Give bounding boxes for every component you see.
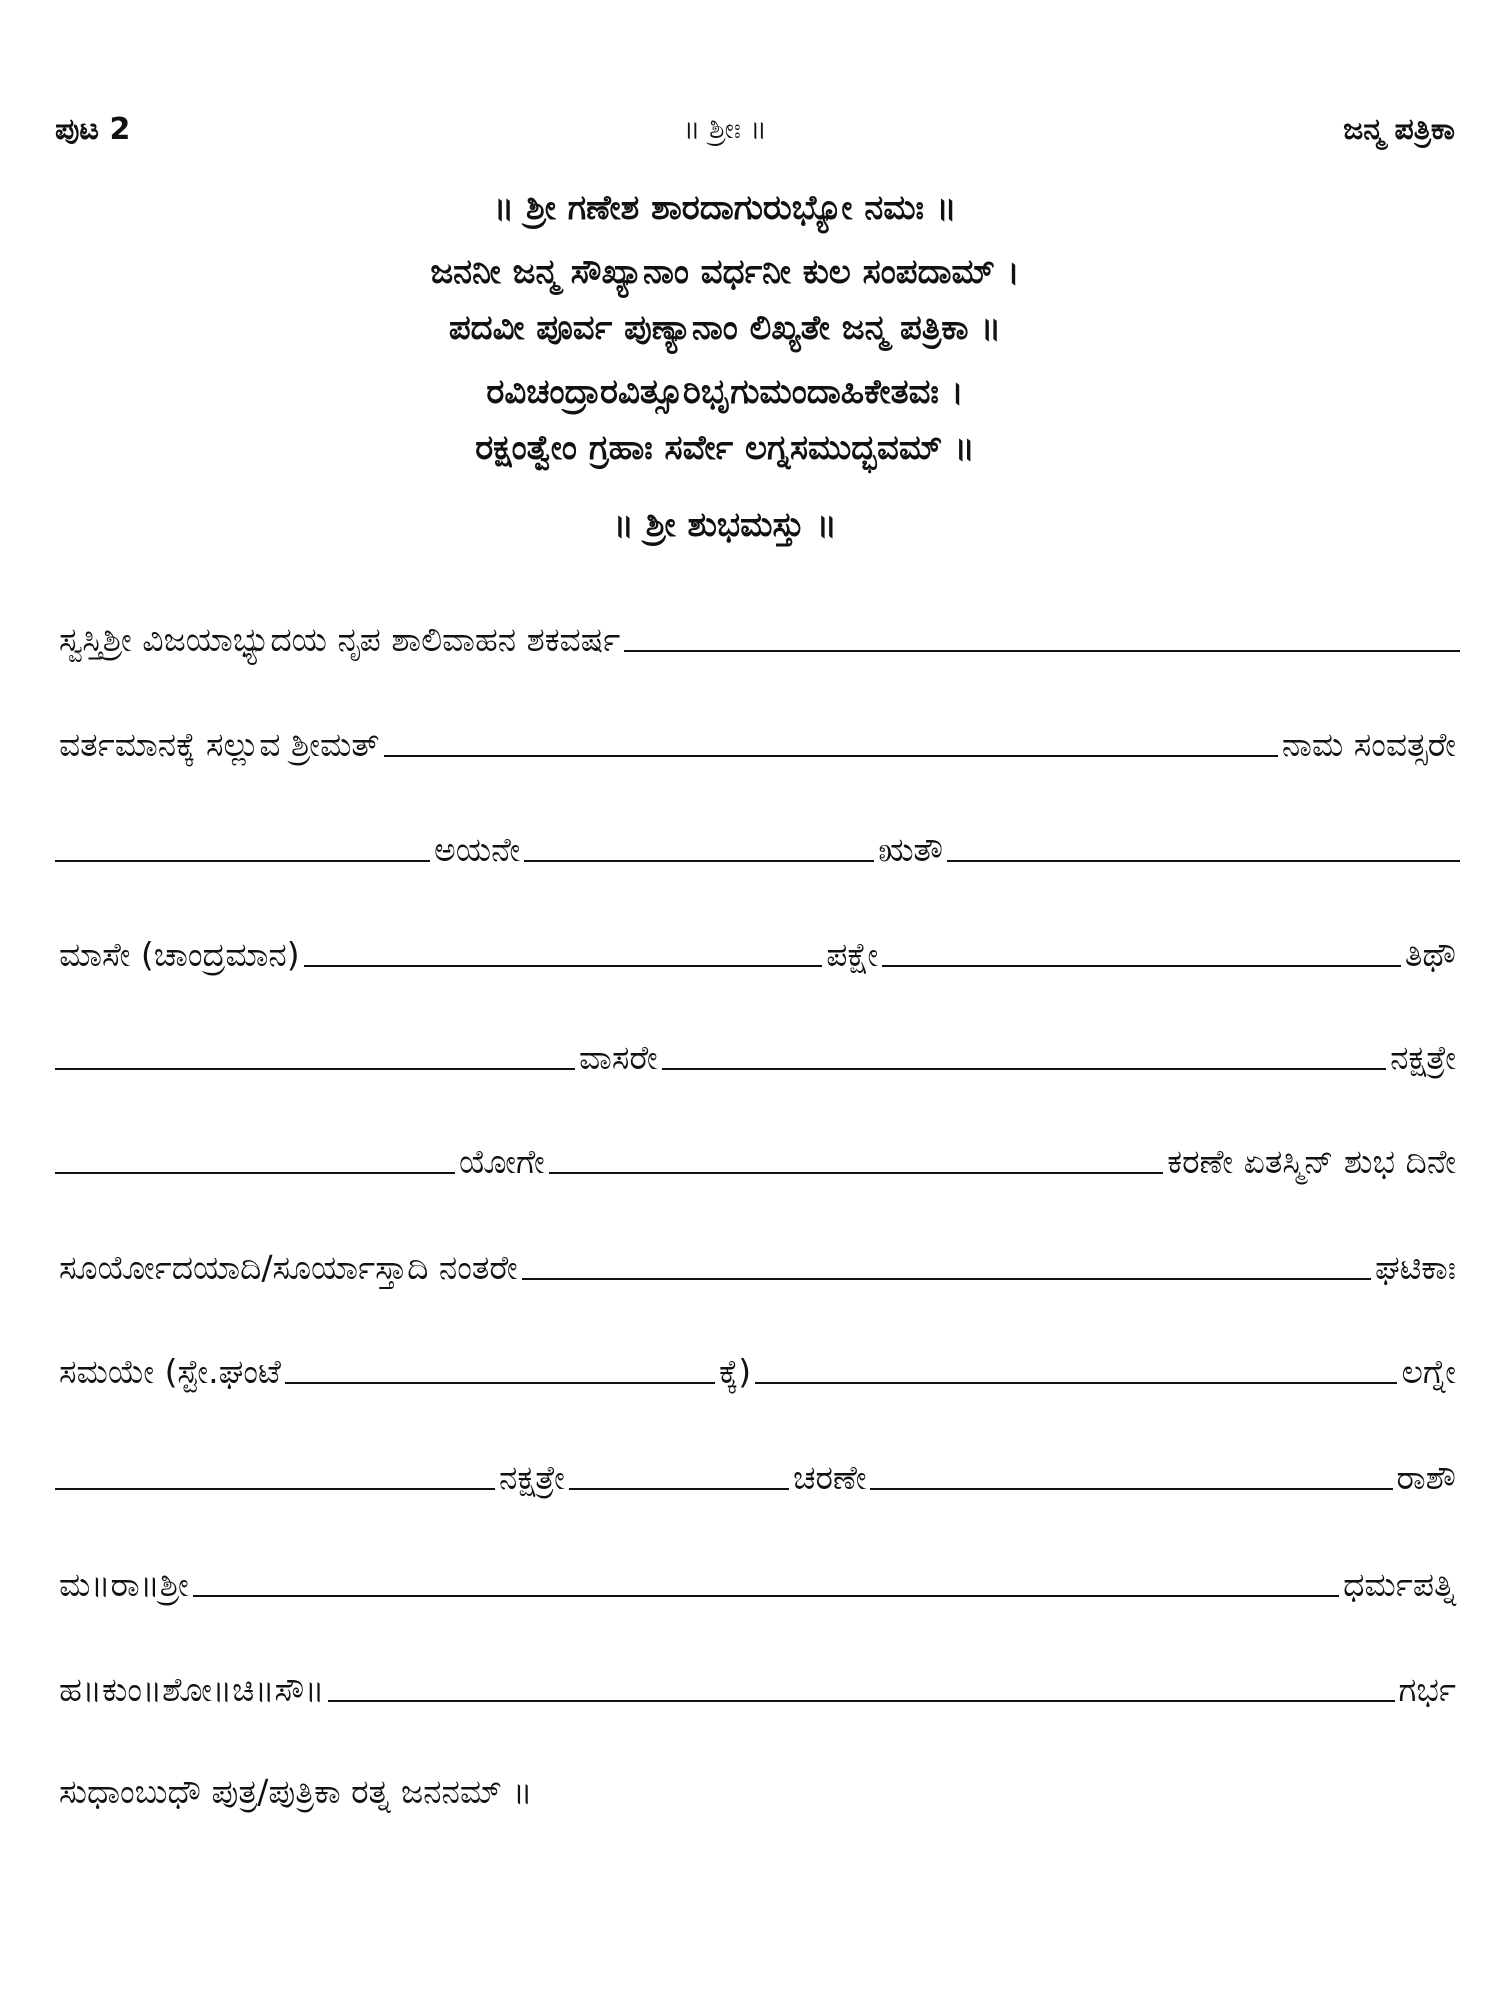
label-ritau: ಋತೌ xyxy=(878,830,944,869)
form-line-9 xyxy=(55,1438,1460,1498)
form-line-3 xyxy=(55,810,1460,870)
janma-nakshatra-blank[interactable] xyxy=(55,1450,495,1490)
form-line-6 xyxy=(55,1122,1460,1182)
ayana-blank[interactable] xyxy=(55,822,430,862)
document-title: ಜನ್ಮ ಪತ್ರಿಕಾ xyxy=(1343,112,1455,147)
invocation-shrih: ॥ ಶ್ರೀಃ ॥ xyxy=(683,112,767,145)
label-kke: ಕ್ಕೆ) xyxy=(719,1352,752,1391)
masa-blank[interactable] xyxy=(304,927,823,967)
label-samvatsare: ನಾಮ ಸಂವತ್ಸರೇ xyxy=(1281,725,1456,764)
shaka-varsha-blank[interactable] xyxy=(624,612,1460,652)
label-nakshatre: ನಕ್ಷತ್ರೇ xyxy=(1390,1038,1456,1077)
vasara-blank[interactable] xyxy=(662,1030,1386,1070)
page-number: ಪುಟ 2 xyxy=(55,112,131,147)
verse-line-3: ರವಿಚಂದ್ರಾರವಿತ್ಸೂರಿಭೃಗುಮಂದಾಹಿಕೇತವಃ । xyxy=(486,372,964,412)
father-name-blank[interactable] xyxy=(193,1557,1339,1597)
label-tithau: ತಿಥೌ xyxy=(1404,935,1456,974)
label-nantare: ಸೂರ್ಯೋದಯಾದಿ/ಸೂರ್ಯಾಸ್ತಾದಿ ನಂತರೇ xyxy=(59,1248,518,1287)
ghatika-blank[interactable] xyxy=(522,1240,1371,1280)
ghante-blank[interactable] xyxy=(285,1344,715,1384)
form-line-4 xyxy=(55,915,1460,975)
blessing-line: ॥ ಶ್ರೀ ಶುಭಮಸ್ತು ॥ xyxy=(613,505,837,545)
label-yoge: ಯೋಗೇ xyxy=(459,1142,545,1181)
label-mase: ಮಾಸೇ (ಚಾಂದ್ರಮಾನ) xyxy=(59,935,300,974)
samvatsara-name-blank[interactable] xyxy=(384,717,1278,757)
rashi-blank[interactable] xyxy=(870,1450,1392,1490)
form-line-5 xyxy=(55,1018,1460,1078)
yoga-blank[interactable] xyxy=(549,1134,1164,1174)
label-rashau: ರಾಶೌ xyxy=(1396,1458,1456,1497)
label-nakshatre-2: ನಕ್ಷತ್ರೇ xyxy=(499,1458,565,1497)
after-ritu-blank[interactable] xyxy=(947,822,1460,862)
form-line-2 xyxy=(55,705,1460,765)
verse-line-2: ಪದವೀ ಪೂರ್ವ ಪುಣ್ಯಾನಾಂ ಲಿಖ್ಯತೇ ಜನ್ಮ ಪತ್ರಿಕಾ ॥ xyxy=(448,308,1002,348)
lagna-blank[interactable] xyxy=(755,1344,1397,1384)
label-ratna-jananam: ಸುಧಾಂಬುಧೌ ಪುತ್ರ/ಪುತ್ರಿಕಾ ರತ್ನ ಜನನಮ್ ॥ xyxy=(59,1772,533,1811)
label-dharmapatni: ಧರ್ಮಪತ್ನಿ xyxy=(1343,1565,1456,1604)
label-samaye: ಸಮಯೇ (ಸ್ಟೇ.ಘಂಟೆ xyxy=(59,1352,281,1391)
form-line-11 xyxy=(55,1650,1460,1710)
label-ayane: ಅಯನೇ xyxy=(434,830,521,869)
paksha-blank[interactable] xyxy=(882,927,1401,967)
label-ha-kum-sho-chi-sau: ಹ॥ಕುಂ॥ಶೋ॥ಚಿ॥ಸೌ॥ xyxy=(59,1670,325,1709)
label-garbha: ಗರ್ಭ xyxy=(1398,1670,1456,1709)
verse-line-1: ಜನನೀ ಜನ್ಮ ಸೌಖ್ಯಾನಾಂ ವರ್ಧನೀ ಕುಲ ಸಂಪದಾಮ್ । xyxy=(430,252,1020,292)
form-line-10 xyxy=(55,1545,1460,1605)
label-ghatikah: ಘಟಿಕಾಃ xyxy=(1374,1248,1456,1287)
label-ma-ra-shri: ಮ॥ರಾ॥ಶ್ರೀ xyxy=(59,1565,189,1604)
form-line-12 xyxy=(55,1752,1460,1812)
label-charane: ಚರಣೇ xyxy=(792,1458,867,1497)
label-shaka-varsha: ಸ್ವಸ್ತಿಶ್ರೀ ವಿಜಯಾಭ್ಯುದಯ ನೃಪ ಶಾಲಿವಾಹನ ಶಕವರ್ಷ xyxy=(59,620,621,659)
form-line-7 xyxy=(55,1228,1460,1288)
nakshatra-blank[interactable] xyxy=(55,1134,455,1174)
label-pakshe: ಪಕ್ಷೇ xyxy=(826,935,879,974)
invocation-ganesha: ॥ ಶ್ರೀ ಗಣೇಶ ಶಾರದಾಗುರುಭ್ಯೋ ನಮಃ ॥ xyxy=(493,188,957,228)
mother-name-blank[interactable] xyxy=(328,1662,1394,1702)
label-shrimat: ವರ್ತಮಾನಕ್ಕೆ ಸಲ್ಲುವ ಶ್ರೀಮತ್ xyxy=(59,725,380,764)
charana-blank[interactable] xyxy=(569,1450,789,1490)
verse-line-4: ರಕ್ಷಂತ್ವೇಂ ಗ್ರಹಾಃ ಸರ್ವೇ ಲಗ್ನಸಮುದ್ಭವಮ್ ॥ xyxy=(475,428,975,468)
form-line-8 xyxy=(55,1332,1460,1392)
form-line-1 xyxy=(55,600,1460,660)
tithi-blank[interactable] xyxy=(55,1030,575,1070)
label-lagne: ಲಗ್ನೇ xyxy=(1401,1352,1456,1391)
ritu-blank[interactable] xyxy=(524,822,874,862)
label-vasare: ವಾಸರೇ xyxy=(579,1038,658,1077)
label-karane: ಕರಣೇ ಏತಸ್ಮಿನ್ ಶುಭ ದಿನೇ xyxy=(1167,1142,1456,1181)
